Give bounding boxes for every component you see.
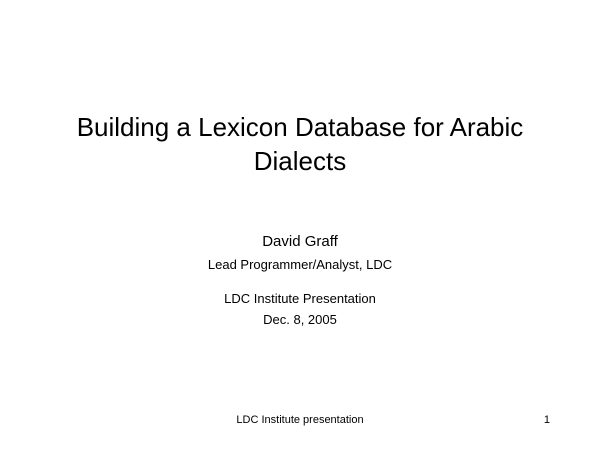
event-name: LDC Institute Presentation [224,291,376,306]
slide-subtitle [60,232,540,329]
page-number: 1 [543,414,550,426]
slide-title [40,110,560,178]
slide-title-line-1: Building a Lexicon Database for Arabic [76,112,524,142]
event-date: Dec. 8, 2005 [263,312,337,327]
author-role: Lead Programmer/Analyst, LDC [207,257,393,272]
footer-text: LDC Institute presentation [236,414,364,426]
author-name: David Graff [262,233,338,250]
slide-title-line-2: Dialects [253,146,347,176]
